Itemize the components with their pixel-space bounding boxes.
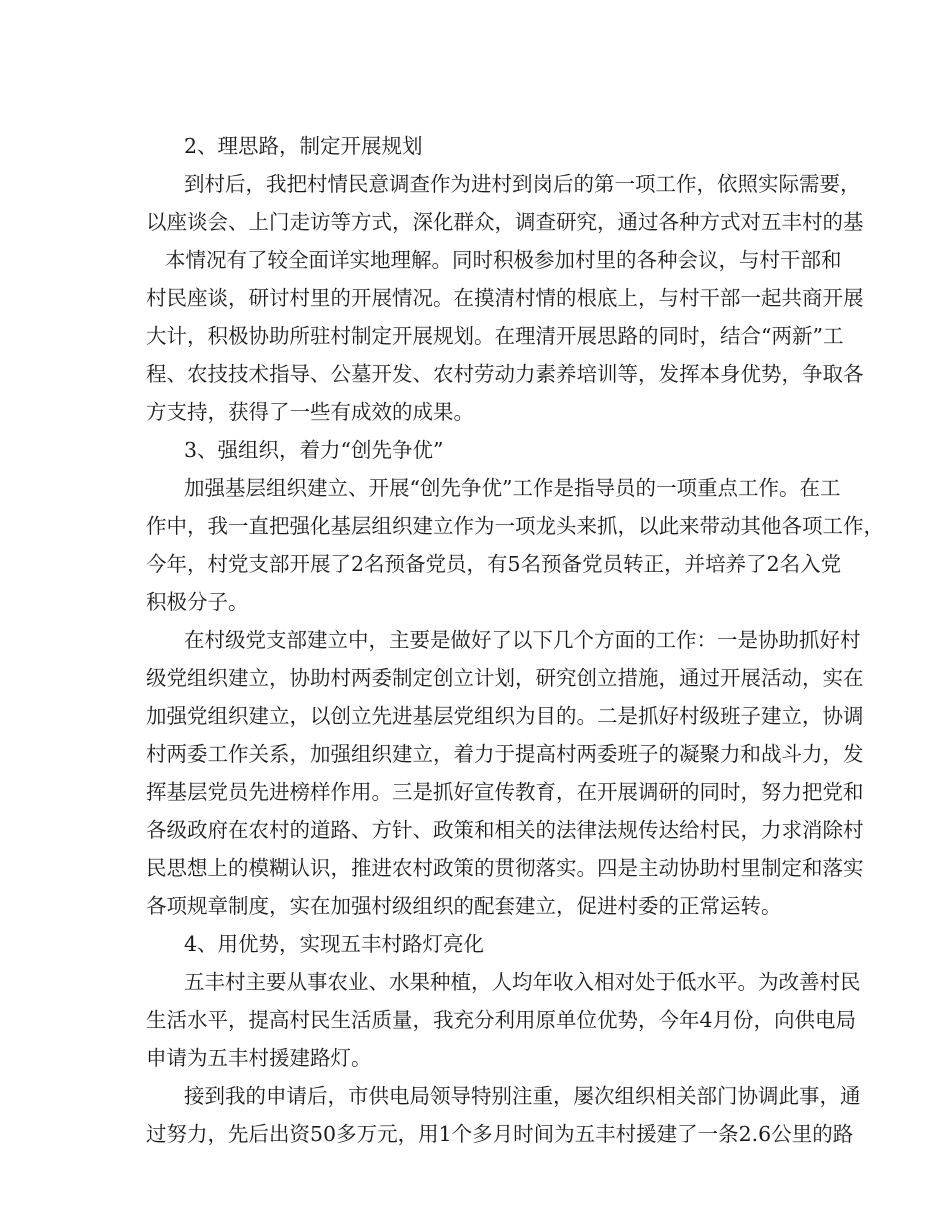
paragraph-line: 加强基层组织建立、开展“创先争优”工作是指导员的一项重点工作。在工 bbox=[184, 476, 841, 500]
paragraph-line: 程、农技技术指导、公墓开发、农村劳动力素养培训等，发挥本身优势，争取各 bbox=[146, 362, 864, 386]
paragraph-line: 今年，村党支部开展了2名预备党员，有5名预备党员转正，并培养了2名入党 bbox=[146, 552, 842, 576]
paragraph-line: 在村级党支部建立中，主要是做好了以下几个方面的工作：一是协助抓好村 bbox=[184, 628, 861, 652]
paragraph-line: 申请为五丰村援建路灯。 bbox=[146, 1046, 372, 1070]
paragraph-line: 村两委工作关系，加强组织建立，着力于提高村两委班子的凝聚力和战斗力，发 bbox=[146, 742, 864, 766]
paragraph-line: 级党组织建立，协助村两委制定创立计划，研究创立措施，通过开展活动，实在 bbox=[146, 666, 864, 690]
paragraph-line: 大计，积极协助所驻村制定开展规划。在理清开展思路的同时，结合“两新”工 bbox=[146, 324, 844, 348]
paragraph-line: 以座谈会、上门走访等方式，深化群众，调查研究，通过各种方式对五丰村的基 bbox=[146, 210, 864, 234]
paragraph-line: 村民座谈，研讨村里的开展情况。在摸清村情的根底上，与村干部一起共商开展 bbox=[146, 286, 864, 310]
paragraph-line: 接到我的申请后，市供电局领导特别注重，屡次组织相关部门协调此事，通 bbox=[184, 1084, 861, 1108]
paragraph-line: 加强党组织建立，以创立先进基层党组织为目的。二是抓好村级班子建立，协调 bbox=[146, 704, 864, 728]
section-heading-4: 4、用优势，实现五丰村路灯亮化 bbox=[184, 932, 485, 956]
paragraph-line: 生活水平，提高村民生活质量，我充分利用原单位优势，今年4月份，向供电局 bbox=[146, 1008, 857, 1032]
paragraph-line: 积极分子。 bbox=[146, 590, 249, 614]
paragraph-line: 民思想上的模糊认识，推进农村政策的贯彻落实。四是主动协助村里制定和落实 bbox=[146, 856, 864, 880]
paragraph-line: 各项规章制度，实在加强村级组织的配套建立，促进村委的正常运转。 bbox=[146, 894, 782, 918]
section-heading-3: 3、强组织，着力“创先争优” bbox=[184, 438, 444, 462]
paragraph-line: 到村后，我把村情民意调查作为进村到岗后的第一项工作，依照实际需要， bbox=[184, 172, 861, 196]
paragraph-line: 方支持，获得了一些有成效的成果。 bbox=[146, 400, 474, 424]
paragraph-line: 各级政府在农村的道路、方针、政策和相关的法律法规传达给村民，力求消除村 bbox=[146, 818, 864, 842]
paragraph-line: 挥基层党员先进榜样作用。三是抓好宣传教育，在开展调研的同时，努力把党和 bbox=[146, 780, 864, 804]
paragraph-line: 五丰村主要从事农业、水果种植，人均年收入相对处于低水平。为改善村民 bbox=[184, 970, 861, 994]
paragraph-line: 本情况有了较全面详实地理解。同时积极参加村里的各种会议，与村干部和 bbox=[165, 248, 842, 272]
paragraph-line: 作中，我一直把强化基层组织建立作为一项龙头来抓，以此来带动其他各项工作， bbox=[146, 514, 884, 538]
paragraph-line: 过努力，先后出资50多万元，用1个多月时间为五丰村援建了一条2.6公里的路 bbox=[146, 1122, 854, 1146]
section-heading-2: 2、理思路，制定开展规划 bbox=[184, 134, 423, 158]
